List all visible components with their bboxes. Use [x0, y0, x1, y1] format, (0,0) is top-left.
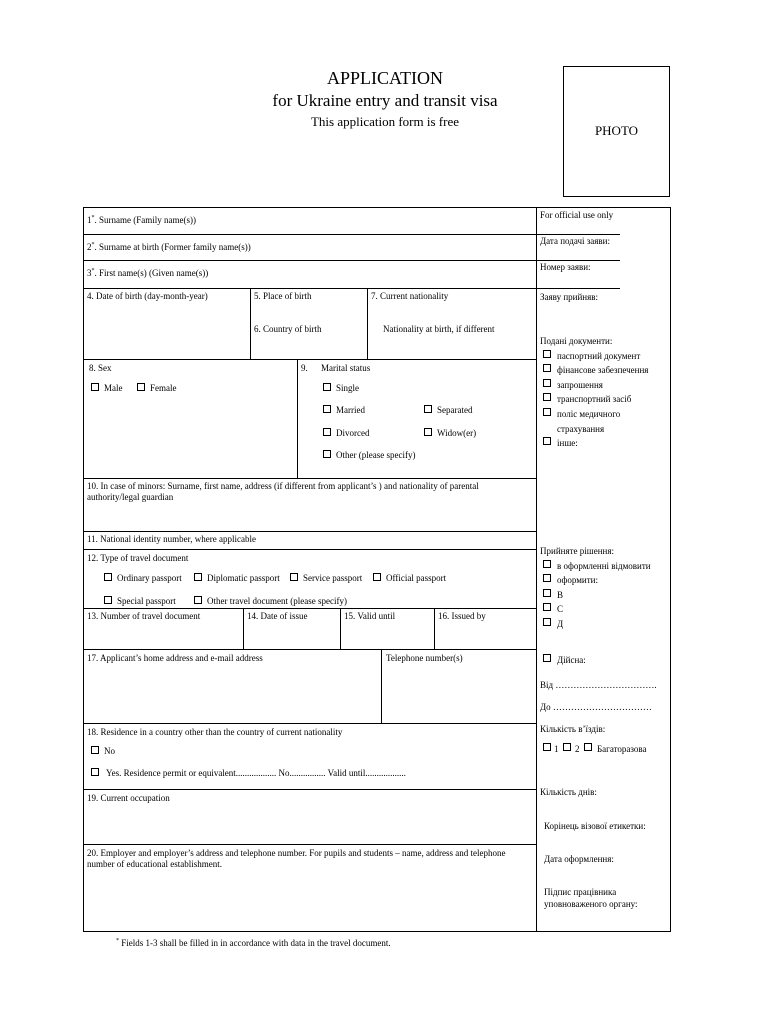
field-19-label: 19. Current occupation	[87, 793, 170, 803]
ordinary-passport-label: Ordinary passport	[117, 573, 182, 583]
decision-heading: Прийняте рішення:	[540, 546, 614, 556]
field-11-label: 11. National identity number, where applicable	[87, 534, 257, 544]
residence-no-checkbox[interactable]	[91, 746, 99, 754]
doc-passport-label: паспортний документ	[557, 351, 641, 361]
issue-label: оформити:	[557, 575, 598, 585]
docs-heading: Подані документи:	[540, 336, 613, 346]
doc-passport-checkbox[interactable]	[543, 350, 551, 358]
doc-vehicle-checkbox[interactable]	[543, 393, 551, 401]
entry-1-label: 1	[554, 744, 559, 754]
valid-label: Дійсна:	[557, 655, 586, 665]
valid-to-label: До ……………………………	[540, 702, 652, 712]
male-checkbox[interactable]	[91, 383, 99, 391]
doc-other-label: інше:	[557, 438, 578, 448]
widow-label: Widow(er)	[437, 428, 477, 438]
category-b-checkbox[interactable]	[543, 589, 551, 597]
other-document-label: Other travel document (please specify)	[207, 596, 347, 606]
app-number-label: Номер заяви:	[540, 262, 591, 272]
doc-other-checkbox[interactable]	[543, 437, 551, 445]
service-passport-checkbox[interactable]	[290, 573, 298, 581]
doc-finance-label: фінансове забезпечення	[557, 365, 649, 375]
other-marital-label: Other (please specify)	[336, 450, 416, 460]
doc-insurance-checkbox[interactable]	[543, 408, 551, 416]
form-title: APPLICATION	[326, 68, 443, 88]
entry-multi-checkbox[interactable]	[584, 743, 592, 751]
field-6-label: 6. Country of birth	[254, 324, 322, 334]
male-label: Male	[104, 383, 123, 393]
special-passport-checkbox[interactable]	[104, 596, 112, 604]
official-passport-label: Official passport	[386, 573, 447, 583]
widow-checkbox[interactable]	[424, 428, 432, 436]
signature-label-2: уповноваженого органу:	[544, 899, 638, 909]
category-d-label: Д	[557, 619, 564, 629]
doc-vehicle-label: транспортний засіб	[557, 394, 632, 404]
doc-finance-checkbox[interactable]	[543, 364, 551, 372]
entry-1-checkbox[interactable]	[543, 743, 551, 751]
field-10-label: 10. In case of minors: Surname, first name, address (if different from applicant’s ) and nationality of parental authority/legal guardian	[87, 481, 479, 502]
category-c-label: C	[557, 604, 564, 614]
divorced-label: Divorced	[336, 428, 370, 438]
divorced-checkbox[interactable]	[323, 428, 331, 436]
field-16-label: 16. Issued by	[438, 611, 486, 621]
doc-invitation-label: запрошення	[557, 380, 603, 390]
married-label: Married	[336, 405, 365, 415]
photo-box	[563, 66, 670, 197]
ordinary-passport-checkbox[interactable]	[104, 573, 112, 581]
field-14-label: 14. Date of issue	[247, 611, 308, 621]
other-document-checkbox[interactable]	[194, 596, 202, 604]
doc-insurance-label: поліс медичного	[557, 409, 621, 419]
diplomatic-passport-checkbox[interactable]	[194, 573, 202, 581]
field-9-label: Marital status	[321, 363, 371, 373]
refuse-checkbox[interactable]	[543, 560, 551, 568]
issue-checkbox[interactable]	[543, 574, 551, 582]
doc-insurance-label-2: страхування	[557, 424, 605, 434]
sticker-label: Корінець візової етикетки:	[544, 821, 646, 831]
field-7-label: 7. Current nationality	[371, 291, 449, 301]
single-checkbox[interactable]	[323, 383, 331, 391]
date-submitted-label: Дата подачі заяви:	[540, 236, 610, 246]
entries-label: Кількість в’їздів:	[540, 724, 606, 734]
field-12-label: 12. Type of travel document	[87, 553, 189, 563]
single-label: Single	[336, 383, 360, 393]
service-passport-label: Service passport	[303, 573, 363, 583]
female-checkbox[interactable]	[137, 383, 145, 391]
field-8-label: 8. Sex	[89, 363, 112, 373]
field-13-label: 13. Number of travel document	[87, 611, 201, 621]
free-note: This application form is free	[310, 114, 459, 129]
photo-label: PHOTO	[594, 123, 639, 138]
field-1-label: 1*. Surname (Family name(s))	[87, 215, 196, 225]
field-9-number: 9.	[301, 363, 308, 373]
field-3-label: 3*. First name(s) (Given name(s))	[87, 268, 209, 278]
residence-yes-label: Yes. Residence permit or equivalent.................. No................ Valid until..................	[106, 768, 406, 778]
valid-checkbox[interactable]	[543, 654, 551, 662]
field-2-label: 2*. Surname at birth (Former family name(s))	[87, 242, 251, 252]
entry-multi-label: Багаторазова	[597, 744, 647, 754]
special-passport-label: Special passport	[117, 596, 176, 606]
field-15-label: 15. Valid until	[344, 611, 396, 621]
refuse-label: в оформленні відмовити	[557, 561, 651, 571]
footnote: * Fields 1-3 shall be filled in in accordance with data in the travel document.	[116, 938, 391, 948]
signature-label-1: Підпис працівника	[544, 887, 617, 897]
days-label: Кількість днів:	[540, 787, 597, 797]
separated-label: Separated	[437, 405, 473, 415]
field-5-label: 5. Place of birth	[254, 291, 312, 301]
category-b-label: B	[557, 590, 564, 600]
field-17-label: 17. Applicant’s home address and e-mail address	[87, 653, 263, 663]
accepted-by-label: Заяву прийняв:	[540, 292, 598, 302]
entry-2-label: 2	[575, 744, 580, 754]
issue-date-label: Дата оформлення:	[544, 854, 614, 864]
official-heading: For official use only	[540, 210, 614, 220]
telephone-label: Telephone number(s)	[386, 653, 463, 663]
female-label: Female	[150, 383, 177, 393]
residence-yes-checkbox[interactable]	[91, 768, 99, 776]
valid-from-label: Від …………………………….	[540, 680, 657, 690]
residence-no-label: No	[104, 746, 115, 756]
field-20-label: 20. Employer and employer’s address and telephone number. For pupils and students – name, address and telephone number of educational establishment.	[87, 848, 506, 869]
separated-checkbox[interactable]	[424, 405, 432, 413]
married-checkbox[interactable]	[323, 405, 331, 413]
field-4-label: 4. Date of birth (day-month-year)	[87, 291, 208, 301]
other-marital-checkbox[interactable]	[323, 450, 331, 458]
doc-invitation-checkbox[interactable]	[543, 379, 551, 387]
entry-2-checkbox[interactable]	[563, 743, 571, 751]
diplomatic-passport-label: Diplomatic passport	[207, 573, 280, 583]
category-d-checkbox[interactable]	[543, 618, 551, 626]
form-subtitle: for Ukraine entry and transit visa	[272, 91, 498, 110]
official-passport-checkbox[interactable]	[373, 573, 381, 581]
category-c-checkbox[interactable]	[543, 603, 551, 611]
field-18-label: 18. Residence in a country other than the country of current nationality	[87, 727, 343, 737]
field-7b-label: Nationality at birth, if different	[383, 324, 495, 334]
